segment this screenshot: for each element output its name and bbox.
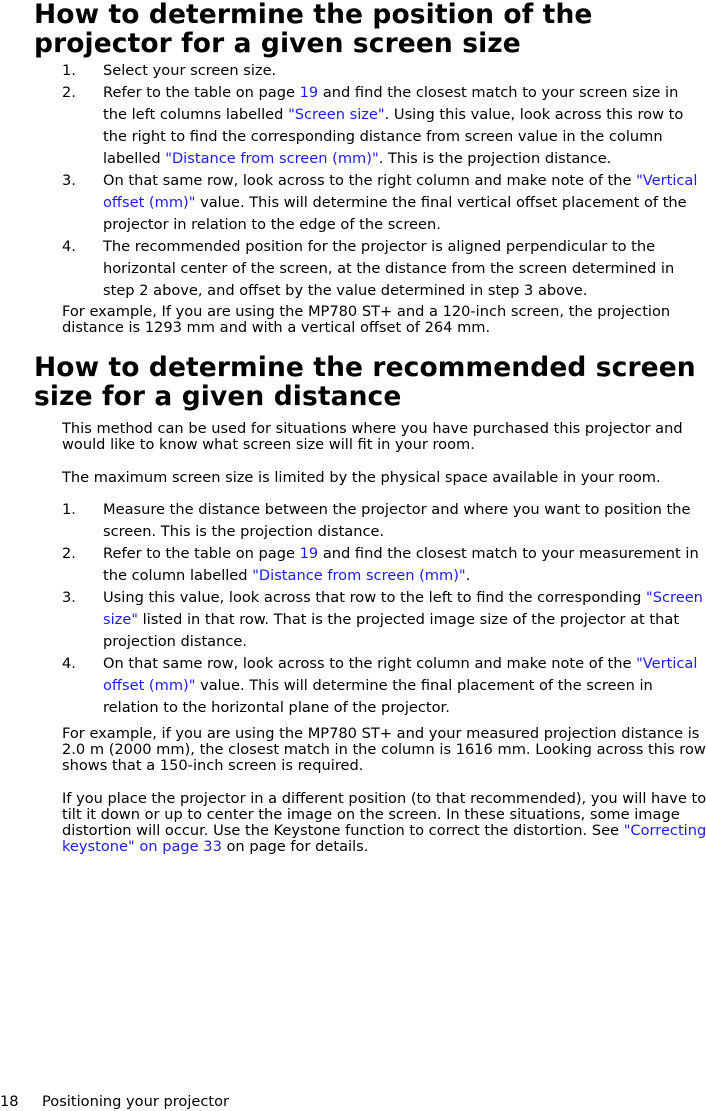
text-run: Using this value, look across that row to the left to find the corresponding bbox=[103, 589, 647, 606]
page-number: 18 bbox=[0, 1093, 19, 1110]
list-item bbox=[0, 587, 706, 653]
list-item-number: 1. bbox=[62, 501, 76, 518]
list-item-number: 4. bbox=[62, 238, 76, 255]
section2-steps bbox=[0, 499, 706, 719]
cross-reference-link[interactable]: "Screen size" bbox=[288, 106, 385, 123]
text-run: listed in that row. That is the projected image size of the projector at that projection distance. bbox=[103, 611, 680, 650]
list-item bbox=[0, 653, 706, 719]
footer-section-title: Positioning your projector bbox=[42, 1093, 230, 1110]
cross-reference-link[interactable]: 19 bbox=[299, 545, 319, 562]
list-item bbox=[0, 60, 706, 82]
section2-intro: This method can be used for situations where you have purchased this projector and would like to know what screen size will fit in your room. bbox=[62, 420, 683, 453]
cross-reference-link[interactable]: "Vertical offset (mm)" bbox=[103, 655, 698, 694]
text-run: The recommended position for the projector is aligned perpendicular to the horizontal center of the screen, at the distance from the screen determined in step 2 above, and offset by the value determined in step 3 above. bbox=[103, 238, 675, 299]
text-run: Select your screen size. bbox=[103, 62, 277, 79]
list-item-number: 2. bbox=[62, 545, 76, 562]
section2-example: For example, if you are using the MP780 ST+ and your measured projection distance is 2.0 m (2000 mm), the closest match in the column is 1616 mm. Looking across this row shows that a 150-inch screen is required. bbox=[62, 725, 706, 774]
section2-limit: The maximum screen size is limited by the physical space available in your room. bbox=[62, 469, 661, 486]
text-run: On that same row, look across to the right column and make note of the bbox=[103, 655, 637, 672]
text-run: Refer to the table on page bbox=[103, 84, 300, 101]
text-run: . This is the projection distance. bbox=[378, 150, 612, 167]
text-run: and find the closest match to your measurement in the column labelled bbox=[103, 545, 699, 584]
text-run: Refer to the table on page bbox=[103, 545, 300, 562]
text-run: value. This will determine the final placement of the screen in relation to the horizontal plane of the projector. bbox=[103, 677, 653, 716]
list-item bbox=[0, 236, 706, 302]
text-run: . Using this value, look across this row to the right to find the corresponding distance from screen value in the column labelled bbox=[103, 106, 684, 167]
section1-example: For example, If you are using the MP780 ST+ and a 120-inch screen, the projection distance is 1293 mm and with a vertical offset of 264 mm. bbox=[62, 303, 671, 336]
section2-heading: How to determine the recommended screen size for a given distance bbox=[34, 352, 696, 412]
list-item-number: 2. bbox=[62, 84, 76, 101]
list-item-number: 3. bbox=[62, 589, 76, 606]
list-item-number: 1. bbox=[62, 62, 76, 79]
list-item bbox=[0, 499, 706, 543]
text-run: Measure the distance between the projector and where you want to position the screen. This is the projection distance. bbox=[103, 501, 691, 540]
text-run: and find the closest match to your screen size in the left columns labelled bbox=[103, 84, 679, 123]
cross-reference-link[interactable]: "Screen size" bbox=[103, 589, 703, 628]
text-run: on page for details. bbox=[221, 838, 369, 855]
list-item-number: 3. bbox=[62, 172, 76, 189]
text-run: . bbox=[465, 567, 471, 584]
cross-reference-link[interactable]: 19 bbox=[299, 84, 319, 101]
section2-note bbox=[62, 791, 706, 855]
list-item bbox=[0, 543, 706, 587]
list-item-number: 4. bbox=[62, 655, 76, 672]
section1-heading: How to determine the position of the projector for a given screen size bbox=[34, 0, 593, 59]
section1-steps bbox=[0, 60, 706, 302]
list-item bbox=[0, 82, 706, 170]
text-run: value. This will determine the final vertical offset placement of the projector in relation to the edge of the screen. bbox=[103, 194, 687, 233]
cross-reference-link[interactable]: "Vertical offset (mm)" bbox=[103, 172, 698, 211]
cross-reference-link[interactable]: "Correcting keystone" on page 33 bbox=[62, 822, 706, 855]
text-run: If you place the projector in a different position (to that recommended), you will have to tilt it down or up to center the image on the screen. In these situations, some image distortion will occur. Use the Keystone function to correct the distortion. See bbox=[62, 790, 706, 839]
cross-reference-link[interactable]: "Distance from screen (mm)" bbox=[252, 567, 466, 584]
cross-reference-link[interactable]: "Distance from screen (mm)" bbox=[165, 150, 379, 167]
text-run: On that same row, look across to the right column and make note of the bbox=[103, 172, 637, 189]
list-item bbox=[0, 170, 706, 236]
